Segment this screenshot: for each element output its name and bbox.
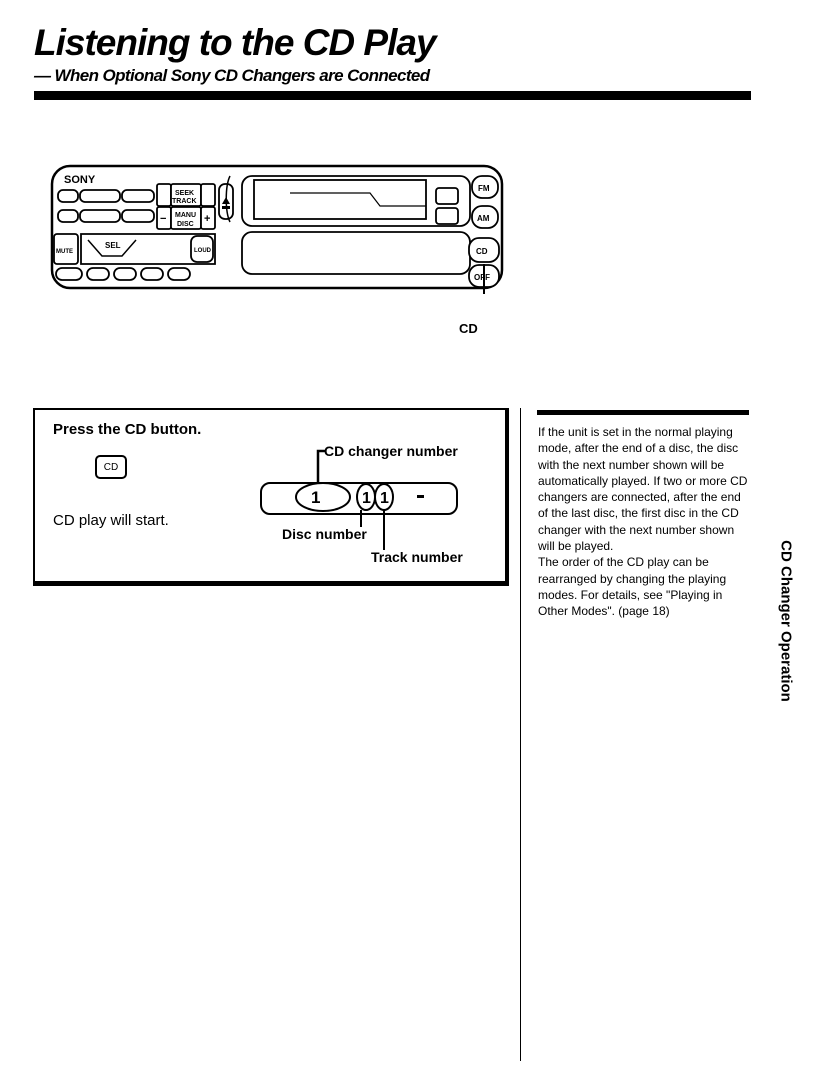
note-paragraph-2: The order of the CD play can be rearranged by changing the playing modes. For details, see "Playing in Other Modes". (page 18) (538, 555, 727, 619)
cd-button-callout: CD (459, 321, 478, 336)
manu-label: MANU (175, 212, 196, 219)
seek-label: SEEK (175, 190, 195, 197)
changer-number-callout: CD changer number (324, 443, 458, 459)
disc-number-digit: 1 (362, 490, 371, 507)
car-stereo-illustration (50, 164, 505, 294)
side-tab (776, 539, 796, 702)
note-rule (537, 410, 749, 415)
cd-key-label: CD (476, 247, 488, 256)
disc-label: DISC (177, 221, 194, 228)
title-rule (34, 91, 751, 100)
step-title: Press the CD button. (53, 421, 202, 438)
mute-label: MUTE (56, 249, 73, 255)
track-number-digit: 1 (380, 490, 389, 507)
fm-label: FM (478, 184, 490, 193)
plus-label: + (204, 213, 211, 225)
off-label: OFF (474, 273, 490, 282)
brand-logo: SONY (64, 174, 96, 186)
page-title: Listening to the CD Play (34, 22, 436, 63)
minus-label: − (160, 213, 167, 225)
page-subtitle: — When Optional Sony CD Changers are Connected (34, 66, 430, 85)
sel-label: SEL (105, 241, 121, 250)
changer-number-digit: 1 (311, 488, 321, 507)
side-tab-label: CD Changer Operation (777, 539, 795, 702)
column-divider (520, 408, 521, 1061)
loud-label: LOUD (194, 248, 211, 254)
note-paragraph-1: If the unit is set in the normal playing mode, after the end of a disc, the disc with the next number shown will be automatically played. If two or more CD changers are connected, after the end of the last disc, the first disc in the CD changer with the next number shown will be played. (538, 425, 748, 554)
cd-button-icon: CD (95, 455, 127, 479)
track-number-callout: Track number (371, 549, 463, 565)
step-description: CD play will start. (53, 512, 169, 529)
am-label: AM (477, 214, 490, 223)
disc-number-callout: Disc number (282, 526, 367, 542)
track-label: TRACK (172, 198, 197, 205)
note-text (538, 424, 748, 620)
